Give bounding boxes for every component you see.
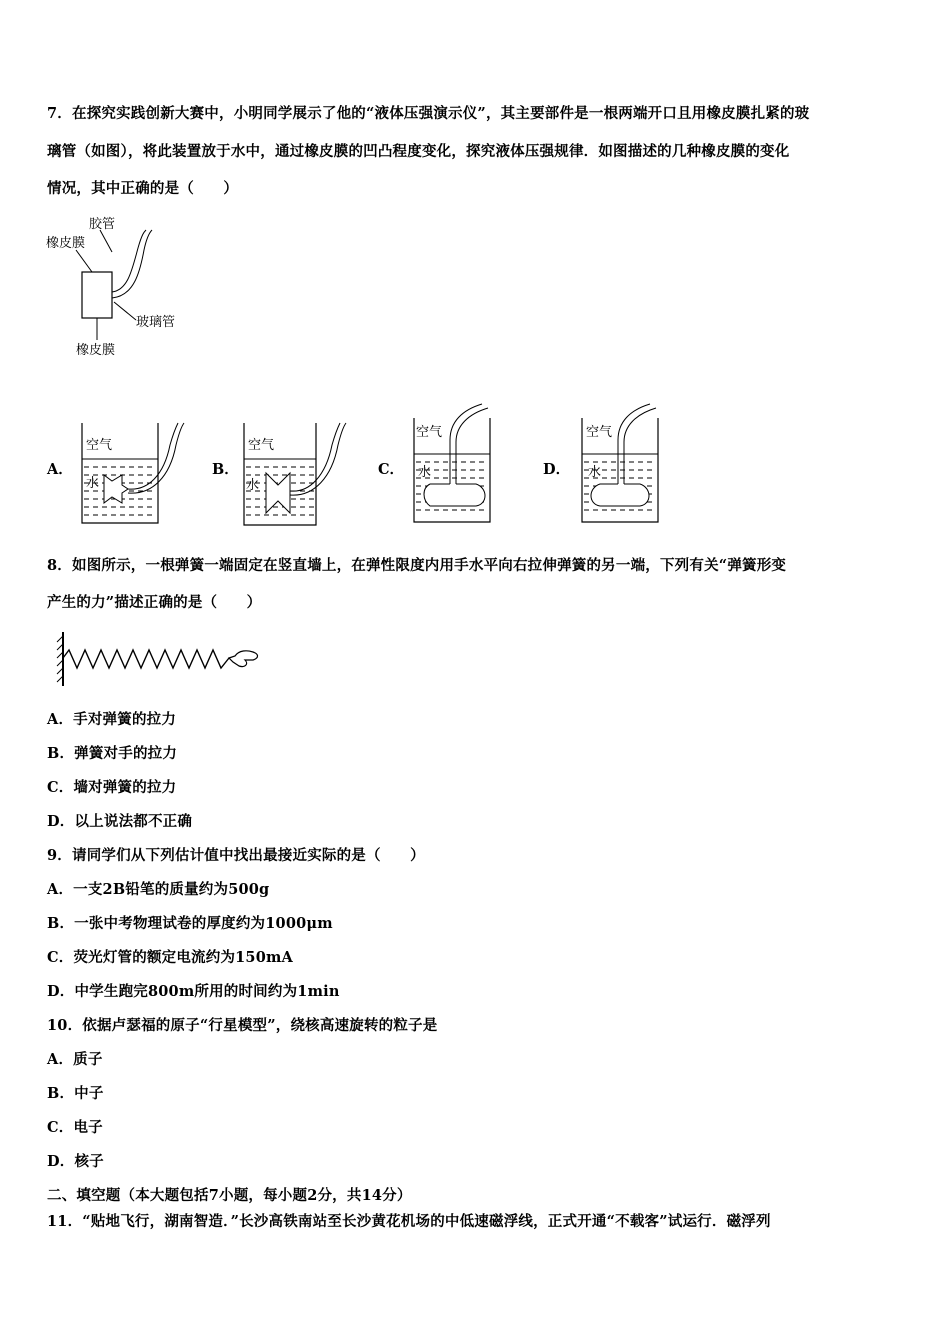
section-2-heading: 二、填空题（本大题包括7小题，每小题2分，共14分） bbox=[47, 1187, 412, 1204]
label-hose: 胶管 bbox=[89, 217, 116, 232]
water-label-d: 水 bbox=[588, 465, 602, 480]
q7-option-b-figure bbox=[240, 415, 355, 527]
q10-stem: 10．依据卢瑟福的原子“行星模型”，绕核高速旋转的粒子是 bbox=[47, 1017, 438, 1034]
q8-option-b: B．弹簧对手的拉力 bbox=[47, 745, 178, 762]
q7-option-a-label: A． bbox=[47, 461, 73, 478]
q7-option-d-label: D． bbox=[543, 461, 571, 478]
q8-option-c: C．墙对弹簧的拉力 bbox=[47, 779, 177, 796]
air-label-c: 空气 bbox=[416, 425, 443, 440]
label-glass-tube: 玻璃管 bbox=[136, 315, 176, 330]
q7-line-2: 璃管（如图），将此装置放于水中，通过橡皮膜的凹凸程度变化，探究液体压强规律．如图描述的几种橡皮膜的变化 bbox=[47, 143, 790, 160]
q7-option-c-figure bbox=[410, 400, 500, 528]
q8-option-d: D．以上说法都不正确 bbox=[47, 813, 193, 830]
q7-line-1: 7．在探究实践创新大赛中，小明同学展示了他的“液体压强演示仪”，其主要部件是一根两端开口且用橡皮膜扎紧的玻 bbox=[47, 105, 810, 122]
q11-line-1: 11．“贴地飞行，湖南智造．”长沙高铁南站至长沙黄花机场的中低速磁浮线，正式开通“不载客”试运行．磁浮列 bbox=[47, 1213, 771, 1230]
air-label-d: 空气 bbox=[586, 425, 613, 440]
q7-option-d-figure bbox=[578, 400, 668, 528]
q8-line-2: 产生的力”描述正确的是（ ） bbox=[47, 594, 262, 611]
q10-option-b: B．中子 bbox=[47, 1085, 104, 1102]
q9-option-d: D．中学生跑完800m所用的时间约为1min bbox=[47, 983, 340, 1000]
water-label-c: 水 bbox=[418, 465, 432, 480]
q8-spring-diagram bbox=[55, 628, 265, 690]
air-label-a: 空气 bbox=[86, 438, 113, 453]
q7-apparatus-diagram bbox=[44, 210, 204, 365]
q8-line-1: 8．如图所示，一根弹簧一端固定在竖直墙上，在弹性限度内用手水平向右拉伸弹簧的另一端，下列有关“弹簧形变 bbox=[47, 557, 787, 574]
q9-option-a: A．一支2B铅笔的质量约为500g bbox=[47, 881, 270, 898]
q8-option-a: A．手对弹簧的拉力 bbox=[47, 711, 177, 728]
label-membrane-bottom: 橡皮膜 bbox=[76, 343, 116, 358]
q7-option-a-figure bbox=[78, 415, 188, 527]
q7-option-b-label: B． bbox=[212, 461, 239, 478]
water-label-b: 水 bbox=[246, 478, 260, 493]
q10-option-a: A．质子 bbox=[47, 1051, 103, 1068]
q7-option-c-label: C． bbox=[378, 461, 405, 478]
q9-stem: 9．请同学们从下列估计值中找出最接近实际的是（ ） bbox=[47, 847, 425, 864]
label-membrane-top: 橡皮膜 bbox=[46, 236, 86, 251]
q9-option-b: B．一张中考物理试卷的厚度约为1000μm bbox=[47, 915, 333, 932]
q10-option-c: C．电子 bbox=[47, 1119, 103, 1136]
air-label-b: 空气 bbox=[248, 438, 275, 453]
q10-option-d: D．核子 bbox=[47, 1153, 104, 1170]
q9-option-c: C．荧光灯管的额定电流约为150mA bbox=[47, 949, 293, 966]
q7-line-3: 情况，其中正确的是（ ） bbox=[47, 180, 239, 197]
water-label-a: 水 bbox=[86, 476, 100, 491]
